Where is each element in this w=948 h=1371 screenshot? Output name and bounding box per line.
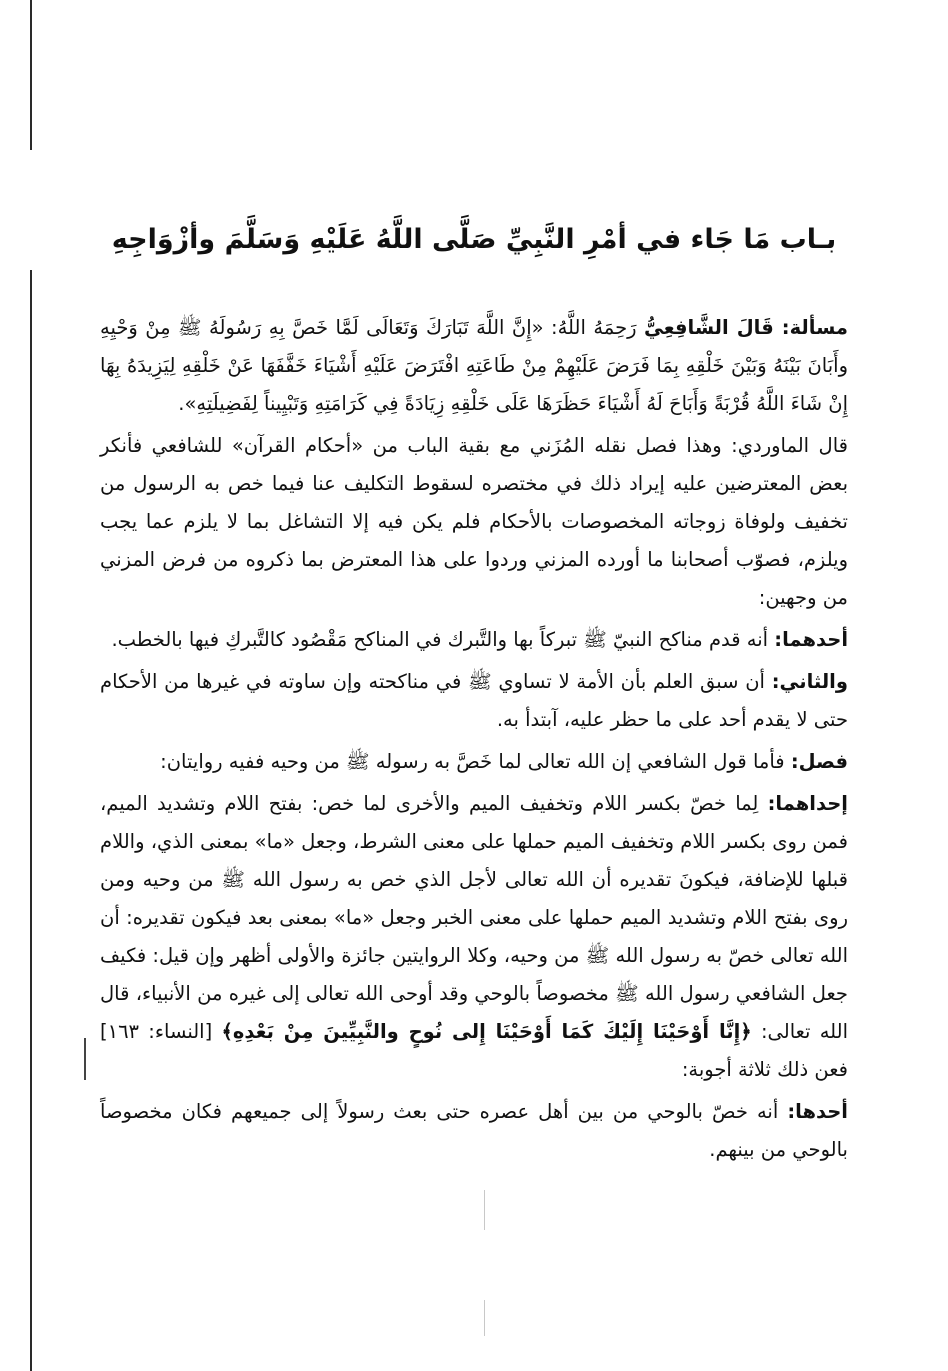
paragraph-first-reading bbox=[100, 785, 848, 1089]
paragraph-lead: فصل: bbox=[790, 749, 848, 773]
book-page bbox=[100, 220, 848, 1173]
paragraph-tail: [النساء: ١٦٣] فعن ذلك ثلاثة أجوبة: bbox=[100, 1019, 848, 1081]
paragraph-first-answer bbox=[100, 1093, 848, 1169]
paragraph-first-reason bbox=[100, 621, 848, 659]
paragraph-text: لِما خصّ بكسر اللام وتخفيف الميم والأخرى لما خص: بفتح اللام وتشديد الميم، فمن روى بكسر اللام وتخفيف الميم حملها على معنى الشرط، وجعل «ما» بمعنى الذي، واللام قبلها للإضافة، فيكونَ تقديره أن الله تعالى لأجل الذي خص به رسول الله ﷺ من وحيه ومن روى بفتح اللام وتشديد الميم حملها على معنى الخبر وجعل «ما» بمعنى بعد فيكون تقديره: أن الله تعالى خصّ به رسول الله ﷺ من وحيه، وكلا الروايتين جائزة والأولى أظهر وإن قيل: فكيف جعل الشافعي رسول الله ﷺ مخصوصاً بالوحي وقد أوحى الله تعالى إلى غيره من الأنبياء، قال الله تعالى: bbox=[100, 791, 848, 1043]
margin-mark bbox=[84, 1038, 86, 1080]
paragraph-second-reason bbox=[100, 663, 848, 739]
paragraph-lead: مسألة: قَالَ الشَّافِعِيُّ bbox=[644, 315, 848, 339]
scan-edge-gap bbox=[30, 150, 32, 270]
paragraph-lead: أحدها: bbox=[787, 1099, 848, 1123]
paragraph-masala bbox=[100, 309, 848, 423]
paragraph-fasl bbox=[100, 743, 848, 781]
scan-artifact-mark bbox=[484, 1190, 485, 1230]
paragraph-lead: إحداهما: bbox=[767, 791, 848, 815]
paragraph-text: رَحِمَهُ اللَّهُ: «إِنَّ اللَّهَ تَبَارَكَ وَتَعَالَى لَمَّا خَصَّ بِهِ رَسُولَهُ ﷺ مِنْ وَحْيِهِ وأَبَانَ بَيْنَهُ وَبَيْنَ خَلْقِهِ بِمَا فَرَضَ عَلَيْهِمْ مِنْ طَاعَتِهِ افْتَرَضَ عَلَيْهِ أَشْيَاءَ خَفَّفَهَا عَنْ خَلْقِهِ لِيَزِيدَهُ بِهَا إِنْ شَاءَ اللَّهُ قُرْبَةً وَأَبَاحَ لَهُ أَشْيَاءَ حَظَرَهَا عَلَى خَلْقِهِ زِيَادَةً فِي كَرَامَتِهِ وَتَبْيِيناً لِفَضِيلَتِهِ». bbox=[100, 315, 848, 415]
paragraph-text: أنه قدم مناكح النبيّ ﷺ تبركاً بها والتَّبرك في المناكح مَقْصُود كالتَّبركِ فيها بالخطب. bbox=[111, 627, 775, 651]
chapter-title: بـاب مَا جَاء في أمْرِ النَّبِيِّ صَلَّى اللَّهُ عَلَيْهِ وَسَلَّمَ وأزْوَاجِهِ bbox=[111, 224, 837, 255]
paragraph-text: أنه خصّ بالوحي من بين أهل عصره حتى بعث رسولاً إلى جميعهم فكان مخصوصاً بالوحي من بينهم. bbox=[100, 1099, 848, 1161]
paragraph-text: أن سبق العلم بأن الأمة لا تساوي ﷺ في مناكحته وإن ساوته في غيرها من الأحكام حتى لا يقدم أحد على ما حظر عليه، آبتدأ به. bbox=[100, 669, 848, 731]
quran-quote: ﴿إِنَّا أَوْحَيْنَا إِلَيْكَ كَمَا أَوْحَيْنَا إِلى نُوحٍ والنَّبِيِّينَ مِنْ بَعْدِهِ﴾ bbox=[221, 1019, 752, 1043]
paragraph-lead: أحدهما: bbox=[774, 627, 848, 651]
scan-artifact-mark bbox=[484, 1300, 485, 1336]
paragraph-lead: والثاني: bbox=[771, 669, 848, 693]
paragraph-text: قال الماوردي: وهذا فصل نقله المُزَني مع بقية الباب من «أحكام القرآن» للشافعي فأنكر بعض المعترضين عليه إيراد ذلك في مختصره لسقوط التكليف عنا فيما خص به الرسول من تخفيف ولوفاة زوجاته المخصوصات بالأحكام فلم يكن فيه إلا التشاغل بما لا يلزم عما يجب ويلزم، فصوّب أصحابنا ما أورده المزني وردوا على هذا المعترض بما ذكروه من فرض المزني من وجهين: bbox=[100, 433, 848, 609]
paragraph-text: فأما قول الشافعي إن الله تعالى لما خَصَّ به رسوله ﷺ من وحيه ففيه روايتان: bbox=[160, 749, 791, 773]
paragraph-mawardi bbox=[100, 427, 848, 617]
